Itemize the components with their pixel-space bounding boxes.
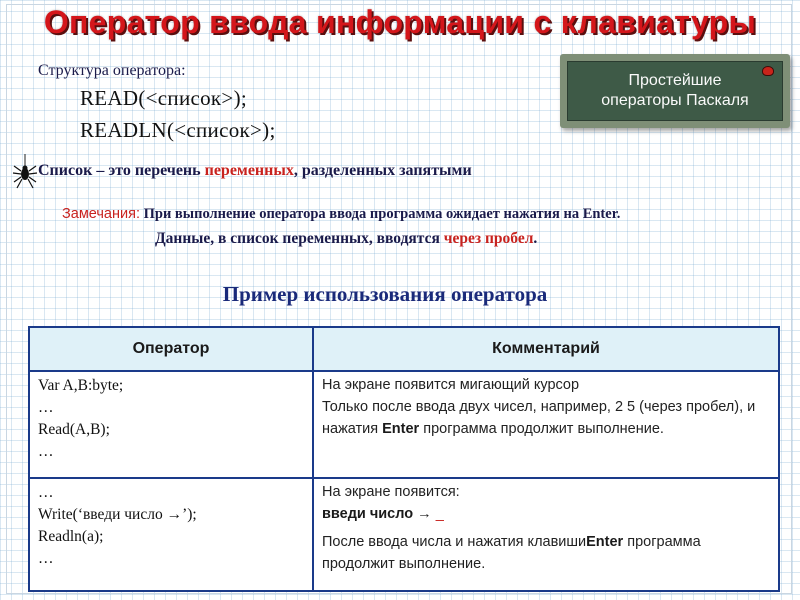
list-definition-part1: Список – это перечень [38,162,205,179]
code-text: Write(‘введи число [38,506,167,523]
code-read: READ(<список>); [80,86,247,110]
comment-text: программа продолжит выполнение. [322,534,701,572]
chalkboard-button[interactable] [560,54,790,128]
remark-text-1: При выполнение оператора ввода программа ожидает нажатия на Enter. [139,206,621,222]
remark-line-2 [155,230,537,248]
table-row [29,371,779,478]
code-line [38,504,304,526]
remark-label: Замечания: [62,206,140,222]
list-definition-part2: , разделенных запятыми [293,162,472,179]
spider-icon [12,154,38,194]
code-line: … [38,484,54,501]
comment-line [322,531,770,575]
code-line: … [38,550,54,567]
remark-text-2-highlight: через пробел [443,230,534,247]
example-title: Пример использования оператора [222,282,548,306]
comment-cell [313,478,779,591]
comment-line: На экране появится: [322,484,460,500]
structure-label: Структура оператора: [38,62,186,79]
arrow-right-icon: → [417,506,432,522]
comment-bold: Enter [586,534,624,550]
table-header-comment: Комментарий [313,327,779,371]
comment-line: На экране появится мигающий курсор [322,377,580,393]
arrow-right-icon: → [166,506,183,523]
example-table [28,326,780,592]
code-cell [29,478,313,591]
code-cell [29,371,313,478]
table-row [29,478,779,591]
code-line: Read(A,B); [38,421,110,438]
remark-text-2b: . [533,230,538,247]
comment-bold: введи число [322,506,418,522]
list-definition [38,162,472,180]
chalkboard-panel [567,61,783,121]
code-text: ’); [182,506,197,523]
comment-text: После ввода числа и нажатия клавиши [322,534,587,550]
chalkboard-line2: операторы Паскаля [601,92,749,109]
table-header-operator: Оператор [29,327,313,371]
comment-bold: Enter [382,421,420,437]
comment-text: Только после ввода двух чисел, например, 2 5 (через пробел), и нажатия [322,399,756,437]
remark-line-1 [62,206,620,223]
list-definition-highlight: переменных [204,162,294,179]
code-line: Readln(a); [38,528,104,545]
code-line: Var A,B:byte; [38,377,124,394]
comment-line [322,503,770,525]
chalkboard-line1: Простейшие [628,72,722,89]
code-line: … [38,399,54,416]
comment-cell [313,371,779,478]
cursor-glyph: _ [435,506,444,522]
table-header-row [29,327,779,371]
code-line: … [38,443,54,460]
page-title: Оператор ввода информации с клавиатуры [43,4,757,40]
code-readln: READLN(<список>); [80,118,276,142]
comment-line [322,396,770,440]
ladybug-icon [762,66,774,76]
comment-text: программа продолжит выполнение. [419,421,664,437]
remark-text-2a: Данные, в список переменных, вводятся [155,230,444,247]
